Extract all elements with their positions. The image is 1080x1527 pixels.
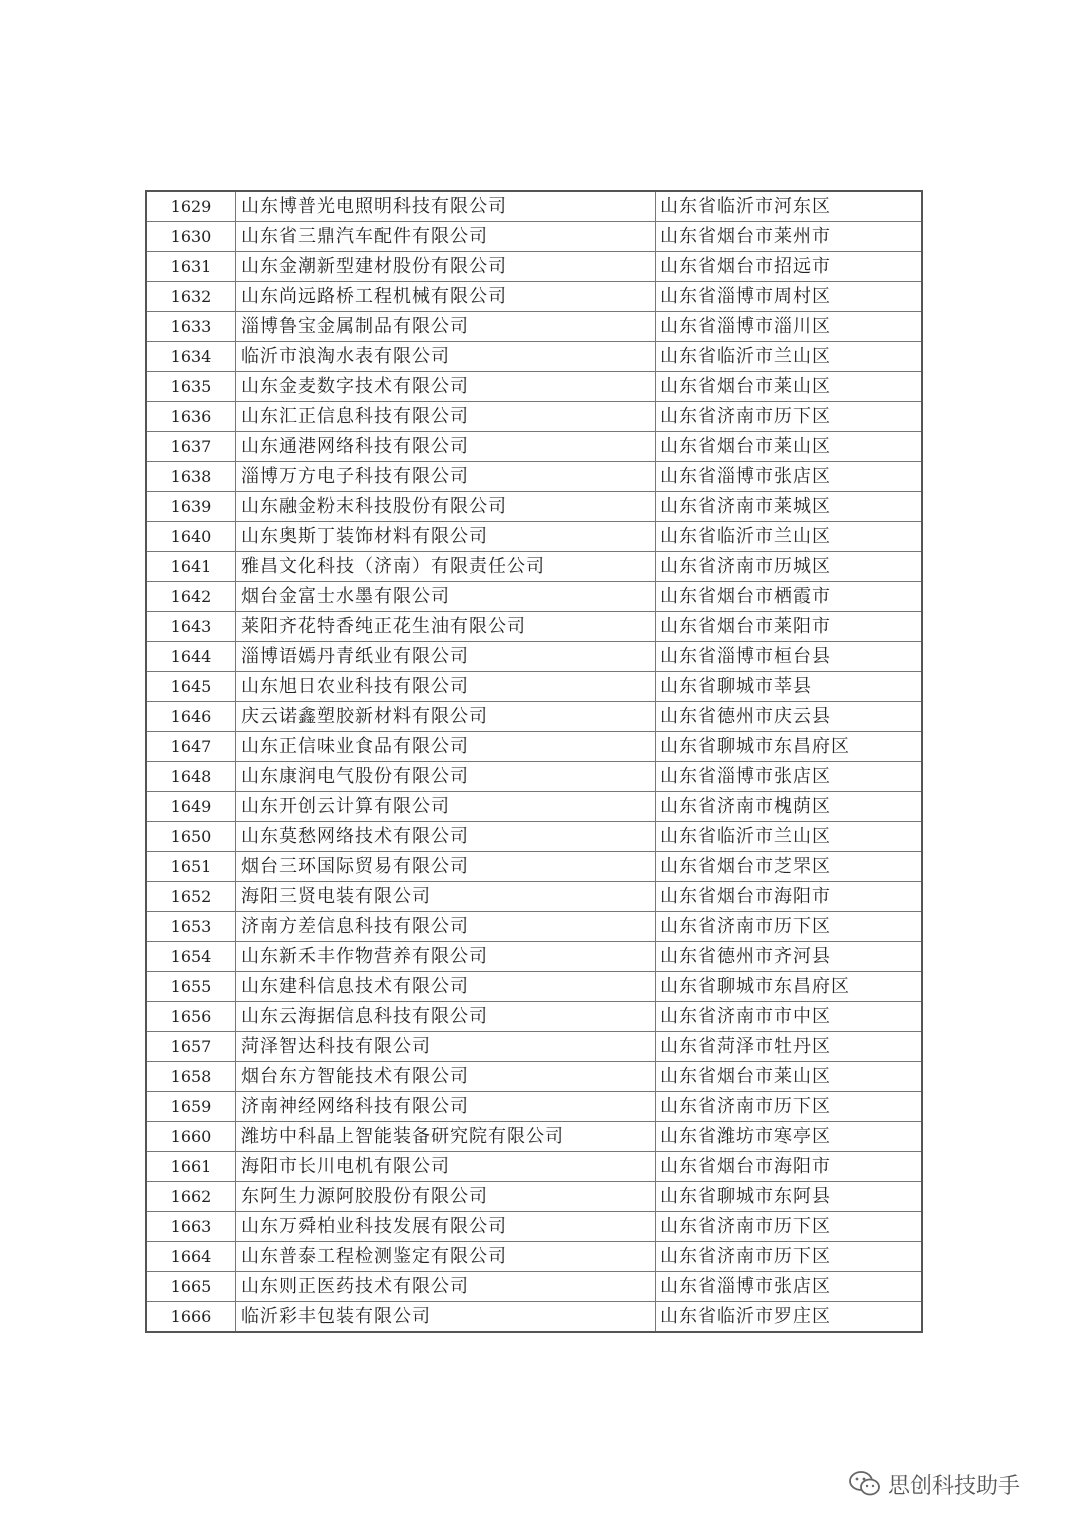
row-number: 1629	[146, 191, 236, 222]
company-name: 山东新禾丰作物营养有限公司	[236, 942, 656, 972]
company-location: 山东省临沂市罗庄区	[656, 1302, 923, 1333]
company-location: 山东省淄博市张店区	[656, 1272, 923, 1302]
company-location: 山东省聊城市东昌府区	[656, 972, 923, 1002]
row-number: 1649	[146, 792, 236, 822]
company-location: 山东省济南市槐荫区	[656, 792, 923, 822]
row-number: 1641	[146, 552, 236, 582]
company-name: 山东康润电气股份有限公司	[236, 762, 656, 792]
company-location: 山东省临沂市兰山区	[656, 822, 923, 852]
row-number: 1652	[146, 882, 236, 912]
table-row	[146, 252, 922, 282]
company-location: 山东省淄博市淄川区	[656, 312, 923, 342]
company-location: 山东省淄博市桓台县	[656, 642, 923, 672]
company-location: 山东省济南市历下区	[656, 1212, 923, 1242]
company-location: 山东省烟台市芝罘区	[656, 852, 923, 882]
company-location: 山东省济南市历下区	[656, 1092, 923, 1122]
row-number: 1666	[146, 1302, 236, 1333]
company-name: 雅昌文化科技（济南）有限责任公司	[236, 552, 656, 582]
row-number: 1661	[146, 1152, 236, 1182]
table-row	[146, 702, 922, 732]
company-name: 济南方差信息科技有限公司	[236, 912, 656, 942]
company-name: 山东省三鼎汽车配件有限公司	[236, 222, 656, 252]
company-name: 东阿生力源阿胶股份有限公司	[236, 1182, 656, 1212]
table-row	[146, 582, 922, 612]
row-number: 1639	[146, 492, 236, 522]
company-location: 山东省临沂市河东区	[656, 191, 923, 222]
company-name: 山东万舜柏业科技发展有限公司	[236, 1212, 656, 1242]
company-name: 山东奥斯丁装饰材料有限公司	[236, 522, 656, 552]
table-row	[146, 372, 922, 402]
table-row	[146, 282, 922, 312]
company-location: 山东省德州市齐河县	[656, 942, 923, 972]
company-name: 山东尚远路桥工程机械有限公司	[236, 282, 656, 312]
company-location: 山东省济南市历城区	[656, 552, 923, 582]
company-location: 山东省烟台市莱山区	[656, 432, 923, 462]
table-row	[146, 1002, 922, 1032]
company-name: 山东金麦数字技术有限公司	[236, 372, 656, 402]
table-row	[146, 1182, 922, 1212]
company-name: 山东则正医药技术有限公司	[236, 1272, 656, 1302]
row-number: 1662	[146, 1182, 236, 1212]
company-list-table	[145, 190, 923, 1333]
row-number: 1642	[146, 582, 236, 612]
company-location: 山东省临沂市兰山区	[656, 342, 923, 372]
company-location: 山东省聊城市莘县	[656, 672, 923, 702]
table-row	[146, 642, 922, 672]
company-location: 山东省淄博市周村区	[656, 282, 923, 312]
company-name: 海阳三贤电装有限公司	[236, 882, 656, 912]
company-name: 淄博万方电子科技有限公司	[236, 462, 656, 492]
company-name: 庆云诺鑫塑胶新材料有限公司	[236, 702, 656, 732]
row-number: 1631	[146, 252, 236, 282]
company-name: 临沂彩丰包装有限公司	[236, 1302, 656, 1333]
table-row	[146, 462, 922, 492]
table-row	[146, 942, 922, 972]
row-number: 1632	[146, 282, 236, 312]
table-row	[146, 342, 922, 372]
table-row	[146, 492, 922, 522]
company-location: 山东省淄博市张店区	[656, 762, 923, 792]
table-row	[146, 1152, 922, 1182]
table-row	[146, 312, 922, 342]
company-location: 山东省烟台市莱州市	[656, 222, 923, 252]
row-number: 1644	[146, 642, 236, 672]
row-number: 1656	[146, 1002, 236, 1032]
table-row	[146, 1242, 922, 1272]
company-name: 潍坊中科晶上智能装备研究院有限公司	[236, 1122, 656, 1152]
table-row	[146, 1122, 922, 1152]
company-location: 山东省潍坊市寒亭区	[656, 1122, 923, 1152]
company-location: 山东省聊城市东昌府区	[656, 732, 923, 762]
table-row	[146, 1062, 922, 1092]
company-name: 济南神经网络科技有限公司	[236, 1092, 656, 1122]
company-name: 海阳市长川电机有限公司	[236, 1152, 656, 1182]
row-number: 1647	[146, 732, 236, 762]
company-location: 山东省烟台市招远市	[656, 252, 923, 282]
company-location: 山东省济南市市中区	[656, 1002, 923, 1032]
row-number: 1663	[146, 1212, 236, 1242]
company-location: 山东省济南市莱城区	[656, 492, 923, 522]
row-number: 1654	[146, 942, 236, 972]
company-name: 山东普泰工程检测鉴定有限公司	[236, 1242, 656, 1272]
table-row	[146, 672, 922, 702]
company-location: 山东省聊城市东阿县	[656, 1182, 923, 1212]
table-row	[146, 1302, 922, 1333]
company-name: 山东融金粉末科技股份有限公司	[236, 492, 656, 522]
company-location: 山东省临沂市兰山区	[656, 522, 923, 552]
row-number: 1660	[146, 1122, 236, 1152]
row-number: 1650	[146, 822, 236, 852]
company-name: 淄博语嫣丹青纸业有限公司	[236, 642, 656, 672]
company-name: 山东金潮新型建材股份有限公司	[236, 252, 656, 282]
company-name: 烟台东方智能技术有限公司	[236, 1062, 656, 1092]
row-number: 1653	[146, 912, 236, 942]
company-location: 山东省菏泽市牡丹区	[656, 1032, 923, 1062]
row-number: 1634	[146, 342, 236, 372]
company-name: 烟台三环国际贸易有限公司	[236, 852, 656, 882]
company-location: 山东省淄博市张店区	[656, 462, 923, 492]
row-number: 1657	[146, 1032, 236, 1062]
row-number: 1648	[146, 762, 236, 792]
table-row	[146, 1032, 922, 1062]
row-number: 1638	[146, 462, 236, 492]
company-name: 临沂市浪淘水表有限公司	[236, 342, 656, 372]
table-row	[146, 852, 922, 882]
table-row	[146, 402, 922, 432]
table-row	[146, 612, 922, 642]
table-row	[146, 822, 922, 852]
row-number: 1658	[146, 1062, 236, 1092]
row-number: 1635	[146, 372, 236, 402]
table-row	[146, 972, 922, 1002]
company-location: 山东省烟台市海阳市	[656, 882, 923, 912]
row-number: 1637	[146, 432, 236, 462]
table-row	[146, 882, 922, 912]
table-row	[146, 792, 922, 822]
table-row	[146, 762, 922, 792]
company-name: 山东旭日农业科技有限公司	[236, 672, 656, 702]
row-number: 1643	[146, 612, 236, 642]
company-location: 山东省烟台市栖霞市	[656, 582, 923, 612]
wechat-icon	[848, 1469, 882, 1499]
company-name: 莱阳齐花特香纯正花生油有限公司	[236, 612, 656, 642]
table-row	[146, 912, 922, 942]
company-location: 山东省烟台市莱阳市	[656, 612, 923, 642]
table-row	[146, 552, 922, 582]
row-number: 1640	[146, 522, 236, 552]
table-row	[146, 522, 922, 552]
company-name: 山东云海据信息科技有限公司	[236, 1002, 656, 1032]
company-name: 山东建科信息技术有限公司	[236, 972, 656, 1002]
company-location: 山东省烟台市海阳市	[656, 1152, 923, 1182]
row-number: 1665	[146, 1272, 236, 1302]
row-number: 1645	[146, 672, 236, 702]
company-name: 菏泽智达科技有限公司	[236, 1032, 656, 1062]
table-row	[146, 1212, 922, 1242]
watermark-text: 思创科技助手	[888, 1473, 1021, 1499]
row-number: 1633	[146, 312, 236, 342]
table-row	[146, 222, 922, 252]
company-name: 淄博鲁宝金属制品有限公司	[236, 312, 656, 342]
company-name: 山东莫愁网络技术有限公司	[236, 822, 656, 852]
company-location: 山东省济南市历下区	[656, 402, 923, 432]
company-location: 山东省济南市历下区	[656, 912, 923, 942]
row-number: 1655	[146, 972, 236, 1002]
company-name: 山东博普光电照明科技有限公司	[236, 191, 656, 222]
company-location: 山东省济南市历下区	[656, 1242, 923, 1272]
company-name: 山东通港网络科技有限公司	[236, 432, 656, 462]
company-name: 山东开创云计算有限公司	[236, 792, 656, 822]
row-number: 1630	[146, 222, 236, 252]
watermark	[848, 1464, 1020, 1504]
company-name: 山东汇正信息科技有限公司	[236, 402, 656, 432]
row-number: 1659	[146, 1092, 236, 1122]
company-name: 烟台金富士水墨有限公司	[236, 582, 656, 612]
company-location: 山东省烟台市莱山区	[656, 1062, 923, 1092]
company-location: 山东省烟台市莱山区	[656, 372, 923, 402]
table-row	[146, 732, 922, 762]
table-row	[146, 1092, 922, 1122]
row-number: 1664	[146, 1242, 236, 1272]
company-name: 山东正信味业食品有限公司	[236, 732, 656, 762]
row-number: 1646	[146, 702, 236, 732]
row-number: 1651	[146, 852, 236, 882]
table-row	[146, 1272, 922, 1302]
row-number: 1636	[146, 402, 236, 432]
company-location: 山东省德州市庆云县	[656, 702, 923, 732]
table-row	[146, 432, 922, 462]
table-row	[146, 191, 922, 222]
